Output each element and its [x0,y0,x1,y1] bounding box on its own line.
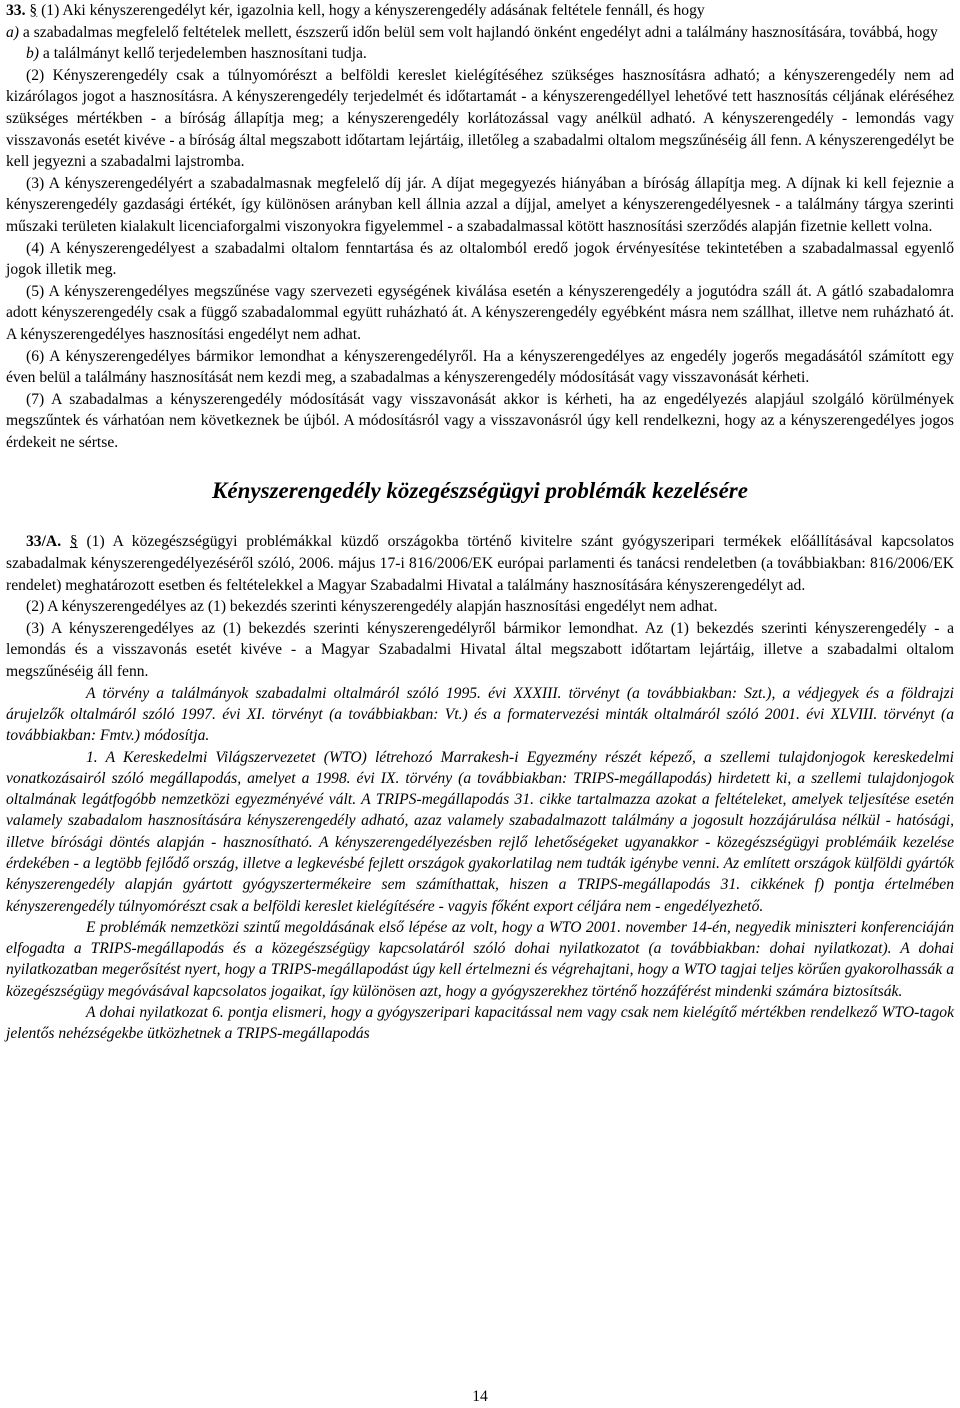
item-letter: a) [6,23,19,41]
section-33-paragraph-7: (7) A szabadalmas a kényszerengedély módosítását vagy visszavonását akkor is kérheti, ha az engedélyezés alapjául szolgáló körülmények megszűntek és várhatóan nem következnek be újból. A módosításról vagy a visszavonásról úgy kell rendelkezni, hogy az a kényszerengedélyes jogos érdekeit ne sértse. [6,390,954,451]
section-sign: § [69,533,78,551]
paragraph-text: (1) A közegészségügyi problémákkal küzdő országokba történő kivitelre szánt gyógyszeripari termékek előállításával kapcsolatos szabadalmak kényszerengedélyezéséről szóló, 2006. május 17-i 816/2006/EK európai parlamenti és tanácsi rendeletben (a továbbiakban: 816/2006/EK rendelet) meghatározott esetben és feltételekkel a Magyar Szabadalmi Hivatal a találmány hasznosítására kényszerengedélyt ad. [6,533,955,594]
section-number: 33/A. [26,533,62,551]
section-33-paragraph-6: (6) A kényszerengedélyes bármikor lemondhat a kényszerengedélyről. Ha a kényszerengedélyes az engedély jogerős megadásától számított egy éven belül a találmány hasznosítását nem kezdi meg, a szabadalmas a kényszerengedély módosítását vagy visszavonását kérheti. [6,347,954,387]
section-number: 33. [6,2,26,19]
section-heading: Kényszerengedély közegészségügyi problémák kezelésére [212,478,748,504]
section-33a-paragraph-2: (2) A kényszerengedélyes az (1) bekezdés szerinti kényszerengedély alapján hasznosítási engedélyt nem adhat. [26,598,718,616]
section-33-paragraph-1 [6,0,954,22]
section-33-paragraph-2: (2) Kényszerengedély csak a túlnyomórészt a belföldi kereslet kielégítéséhez szükséges hasznosításra adható; a kényszerengedély nem ad kizárólagos jogot a hasznosításra. A kényszerengedély terjedelmét és időtartamát - a kényszerengedéllyel lehetővé tett hasznosítás céljának eléréséhez szükséges mértékben - a bíróság állapítja meg; a kényszerengedély korlátozással vagy anélkül adható. A kényszerengedély - lemondás vagy visszavonás esetét kivéve - a bíróság által megszabott időtartam lejártáig, illetőleg a szabadalmi oltalom megszűnéséig áll fenn. A kényszerengedélyt be kell jegyezni a szabadalmi lajstromba. [6,66,954,171]
section-33-item-a [6,22,954,44]
document-page [6,0,954,1045]
section-33-paragraph-5: (5) A kényszerengedélyes megszűnése vagy szervezeti egységének kiválása esetén a kényszerengedély a jogutódra száll át. A gátló szabadalomra adott kényszerengedély csak a függő szabadalommal együtt ruházható át. A kényszerengedély egyébként másra nem szállhat, illetve nem ruházható át. A kényszerengedélyes hasznosítási engedélyt nem adhat. [6,282,954,343]
paragraph-text: (1) Aki kényszerengedélyt kér, igazolnia kell, hogy a kényszerengedély adásának feltétele fennáll, és hogy [41,2,705,19]
note-paragraph: 1. A Kereskedelmi Világszervezetet (WTO) létrehozó Marrakesh-i Egyezmény részét képező, a szellemi tulajdonjogok kereskedelmi vonatkozásairól szóló megállapodás, amelyet a 1998. évi IX. törvény (a továbbiakban: TRIPS-megállapodás) hirdetett ki, a szellemi tulajdonjogok oltalmának legátfogóbb nemzetközi egyezményévé vált. A TRIPS-megállapodás 31. cikke tartalmazza azokat a feltételeket, amelyek teljesítése esetén valamely szabadalom hasznosítására kényszerengedély adható, azaz valamely szabadalmazott találmány a jogosult hozzájárulása nélkül - hatósági, illetve bírósági döntés alapján - hasznosítható. A kényszerengedélyezésben rejlő lehetőségeket ugyanakkor - közegészségügyi problémáik kezelése érdekében - a legtöbb fejlődő ország, illetve a legkevésbé fejlett országok gyakorlatilag nem tudták igénybe venni. Az említett országok külföldi gyártók kényszerengedély alapján gyártott gyógyszertermékeire sem számíthattak, hiszen a TRIPS-megállapodás 31. cikkének f) pontja értelmében kényszerengedély túlnyomórészt csak a belföldi kereslet kielégítésére - vagyis főként export céljára nem - engedélyezhető. [6,748,954,915]
item-text: a szabadalmas megfelelő feltételek mellett, észszerű időn belül sem volt hajlandó önként engedélyt adni a találmány hasznosítására, továbbá, hogy [22,23,938,41]
explanatory-notes [6,683,954,1045]
section-33-paragraph-4: (4) A kényszerengedélyest a szabadalmi oltalom fenntartása és az oltalomból eredő jogok érvényesítése tekintetében a szabadalmassal egyenlő jogok illetik meg. [6,239,954,279]
section-33-paragraph-3: (3) A kényszerengedélyért a szabadalmasnak megfelelő díj jár. A díjat megegyezés hiányában a bíróság állapítja meg. A díjnak ki kell fejeznie a kényszerengedély gazdasági értékét, így különösen arányban kell állnia azzal a díjjal, amelyet a kényszerengedélyesnek - a találmány tárgya szerinti műszaki területen kialakult licenciaforgalmi viszonyokra figyelemmel - a szabadalmassal kötött hasznosítási szerződés alapján fizetnie kellett volna. [6,174,954,235]
section-33-item-b [6,43,954,65]
item-text: a találmányt kellő terjedelemben hasznosítani tudja. [42,45,367,63]
section-33a-paragraph-1 [6,531,954,596]
note-paragraph: E problémák nemzetközi szintű megoldásának első lépése az volt, hogy a WTO 2001. november 14-én, negyedik miniszteri konferenciáján elfogadta a TRIPS-megállapodás és a közegészségügy kapcsolatáról szóló dohai nyilatkozatot (a továbbiakban: dohai nyilatkozat). A dohai nyilatkozatban megerősítést nyert, hogy a TRIPS-megállapodást úgy kell értelmezni és végrehajtani, hogy a WTO tagjai teljes körűen gyakorolhassák a közegészségügy megóvásával kapcsolatos jogaikat, így különösen azt, hogy a gyógyszerekhez történő hozzáférést mindenki számára biztosítsák. [6,918,954,1000]
note-paragraph: A dohai nyilatkozat 6. pontja elismeri, hogy a gyógyszeripari kapacitással nem vagy csak nem kielégítő mértékben rendelkező WTO-tagok jelentős nehézségekbe ütközhetnek a TRIPS-megállapodás [6,1004,954,1043]
note-paragraph: A törvény a találmányok szabadalmi oltalmáról szóló 1995. évi XXXIII. törvényt (a továbbiakban: Szt.), a védjegyek és a földrajzi árujelzők oltalmáról szóló 1997. évi XI. törvényt (a továbbiakban: Vt.) és a formatervezési minták oltalmáról szóló 2001. évi XLVIII. törvényt (a továbbiakban: Fmtv.) módosítja. [6,684,954,745]
section-sign: § [29,2,38,19]
section-33a-paragraph-3: (3) A kényszerengedélyes az (1) bekezdés szerinti kényszerengedélyről bármikor lemondhat. Az (1) bekezdés szerinti kényszerengedély - a lemondás és a visszavonás esetét kivéve - a Magyar Szabadalmi Hivatal által megszabott időtartam lejártáig, illetve a szabadalmi oltalom megszűnéséig áll fenn. [6,619,954,681]
page-number: 14 [472,1388,488,1405]
item-letter: b) [26,45,39,63]
